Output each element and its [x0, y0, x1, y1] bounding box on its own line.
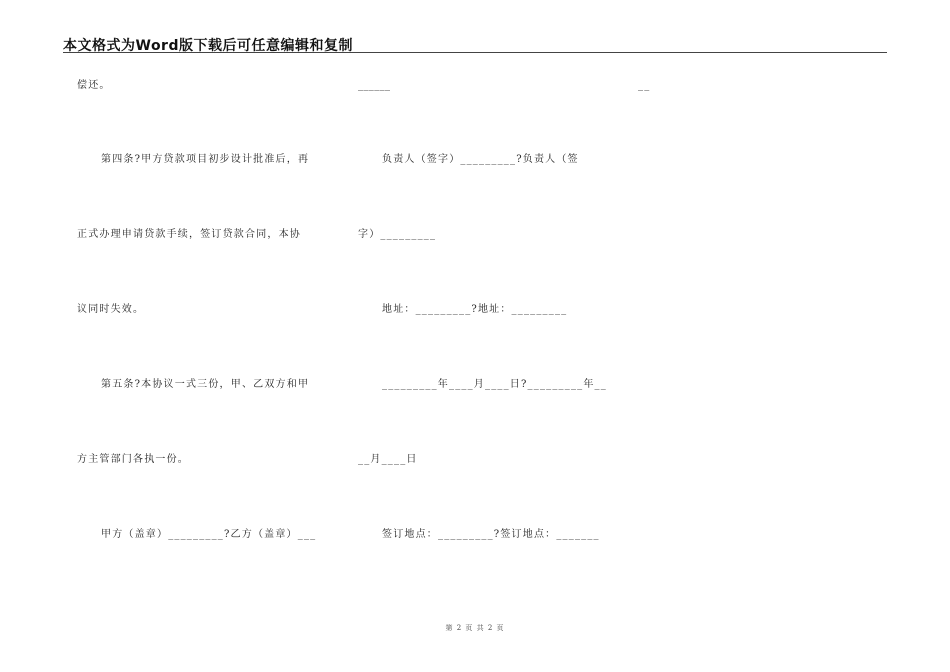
text-line: 议同时失效。	[77, 304, 145, 315]
text-line: 第五条?本协议一式三份，甲、乙双方和甲	[101, 379, 310, 390]
document-header-title: 本文格式为Word版下载后可任意编辑和复制	[63, 38, 353, 54]
text-line: _________年____月____日?_________年__	[382, 379, 607, 390]
text-line: 第四条?甲方贷款项目初步设计批准后，再	[101, 154, 310, 165]
text-line: 正式办理申请贷款手续，签订贷款合同，本协	[77, 229, 301, 240]
page-number: 第 2 页 共 2 页	[445, 624, 505, 632]
text-line: 方主管部门各执一份。	[77, 454, 189, 465]
header-divider	[63, 52, 887, 53]
text-line: __	[638, 80, 651, 91]
text-line: 偿还。	[77, 80, 111, 91]
text-line: __月____日	[358, 454, 418, 465]
text-line: 签订地点：_________?签订地点：_______	[382, 529, 600, 540]
text-line: ______	[358, 80, 391, 91]
text-line: 地址：_________?地址：_________	[382, 304, 568, 315]
text-line: 负责人（签字）_________?负责人（签	[382, 154, 579, 165]
text-line: 字）_________	[358, 229, 437, 240]
text-line: 甲方（盖章）_________?乙方（盖章）___	[101, 529, 317, 540]
